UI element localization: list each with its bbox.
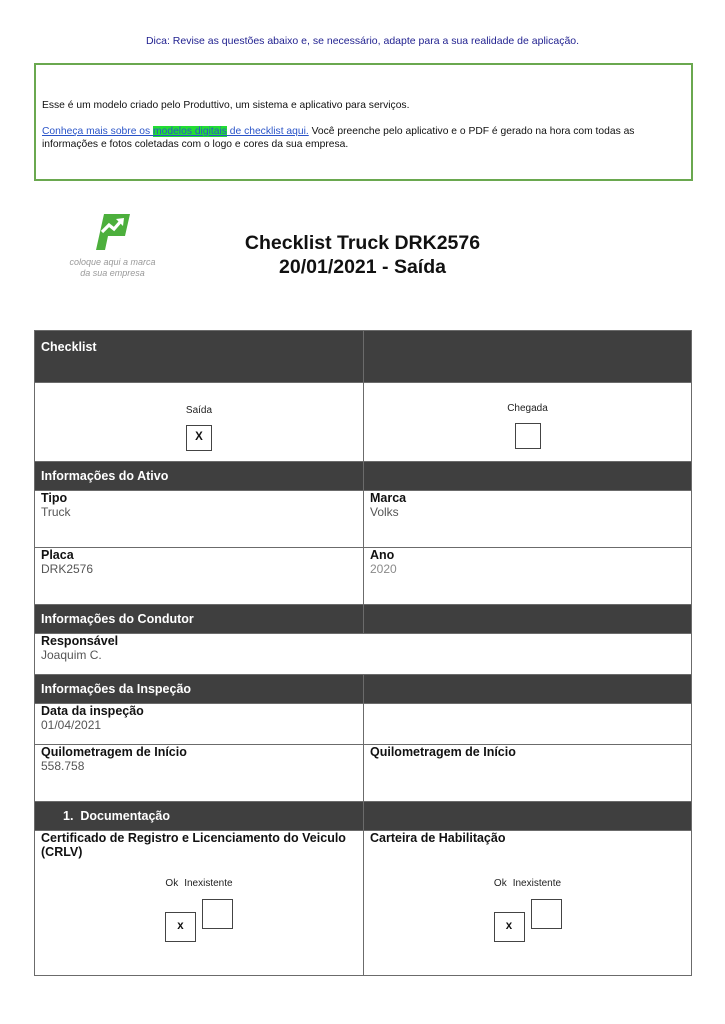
field-value: Volks xyxy=(370,505,399,519)
inspection-header: Informações da Inspeção xyxy=(35,675,364,704)
field-value: 558.758 xyxy=(41,759,85,773)
logo-caption xyxy=(50,257,175,279)
empty-cell xyxy=(364,704,692,745)
option-ok-checkbox[interactable]: x xyxy=(165,912,196,942)
field-label: Quilometragem de Início xyxy=(41,745,187,759)
doc-item-cnh xyxy=(364,831,692,976)
field-label: Data da inspeção xyxy=(41,704,144,718)
field-data-inspecao xyxy=(35,704,364,745)
field-ano xyxy=(364,548,692,605)
documentation-header xyxy=(35,802,364,831)
doc-item-options xyxy=(41,878,357,942)
section-number: 1. xyxy=(63,809,74,823)
field-label: Responsável xyxy=(41,634,119,648)
notice-line-1: Esse é um modelo criado pelo Produttivo, um sistema e aplicativo para serviços. xyxy=(42,100,410,111)
inspection-header-empty xyxy=(364,675,692,704)
field-label: Marca xyxy=(370,491,407,505)
option-inexistente-checkbox[interactable] xyxy=(202,899,233,929)
title-line-1: Checklist Truck DRK2576 xyxy=(244,232,481,254)
section-title: Documentação xyxy=(80,809,170,823)
notice-line-2-rest: Você preenche pelo aplicativo e o PDF é gerado na hora com todas as informações e fotos coletadas com o logo e cores da sua empresa. xyxy=(42,126,635,150)
documentation-row xyxy=(35,831,692,976)
notice-line-2 xyxy=(42,125,685,151)
field-label: Tipo xyxy=(41,491,68,505)
doc-item-options xyxy=(370,878,685,942)
checklist-header-empty xyxy=(364,331,692,383)
documentation-header-empty xyxy=(364,802,692,831)
driver-row xyxy=(35,634,692,675)
logo-caption-line-1: coloque aqui a marca xyxy=(69,257,156,267)
driver-header: Informações do Condutor xyxy=(35,605,364,634)
option-saida-label: Saída xyxy=(185,405,213,416)
documentation-header-row xyxy=(35,802,692,831)
link-prefix: Conheça mais sobre os xyxy=(42,126,154,137)
notice-box xyxy=(34,63,693,181)
field-km-inicio-2 xyxy=(364,745,692,802)
option-inexistente-label: Inexistente xyxy=(512,878,562,889)
asset-header-row xyxy=(35,462,692,491)
field-label: Ano xyxy=(370,548,395,562)
field-label: Placa xyxy=(41,548,74,562)
inspection-header-row xyxy=(35,675,692,704)
trip-type-row xyxy=(35,383,692,462)
field-tipo xyxy=(35,491,364,548)
title-line-2: 20/01/2021 - Saída xyxy=(279,256,446,278)
field-value: DRK2576 xyxy=(41,562,94,576)
page-title xyxy=(180,231,545,279)
asset-row-1 xyxy=(35,491,692,548)
asset-header-empty xyxy=(364,462,692,491)
field-responsavel xyxy=(35,634,692,675)
field-value: 2020 xyxy=(370,562,397,576)
inspection-row-1 xyxy=(35,704,692,745)
doc-item-label: Carteira de Habilitação xyxy=(370,831,506,845)
checklist-table xyxy=(34,330,692,976)
learn-more-link[interactable] xyxy=(42,126,309,137)
inspection-row-2 xyxy=(35,745,692,802)
link-suffix: de checklist aqui. xyxy=(226,126,309,137)
link-highlight: modelos digitais xyxy=(153,126,227,137)
option-ok-checkbox[interactable]: x xyxy=(494,912,525,942)
field-value: Truck xyxy=(41,505,71,519)
driver-header-empty xyxy=(364,605,692,634)
field-value: Joaquim C. xyxy=(41,648,102,662)
field-placa xyxy=(35,548,364,605)
field-km-inicio xyxy=(35,745,364,802)
checklist-header-row xyxy=(35,331,692,383)
doc-item-crlv xyxy=(35,831,364,976)
driver-header-row xyxy=(35,605,692,634)
checklist-header: Checklist xyxy=(35,331,364,383)
option-ok-label: Ok xyxy=(165,878,179,889)
doc-item-label: Certificado de Registro e Licenciamento do Veiculo (CRLV) xyxy=(41,831,346,859)
option-chegada xyxy=(364,383,692,462)
logo-caption-line-2: da sua empresa xyxy=(80,268,145,278)
option-chegada-label: Chegada xyxy=(507,403,548,414)
asset-row-2 xyxy=(35,548,692,605)
produttivo-logo-icon xyxy=(94,212,134,252)
field-value: 01/04/2021 xyxy=(41,718,102,732)
field-marca xyxy=(364,491,692,548)
option-chegada-checkbox[interactable] xyxy=(515,423,541,449)
field-label: Quilometragem de Início xyxy=(370,745,516,759)
option-saida xyxy=(35,383,364,462)
tip-text: Dica: Revise as questões abaixo e, se necessário, adapte para a sua realidade de aplicação. xyxy=(145,35,580,47)
asset-header: Informações do Ativo xyxy=(35,462,364,491)
option-inexistente-label: Inexistente xyxy=(184,878,233,889)
option-saida-checkbox[interactable]: X xyxy=(186,425,212,451)
option-inexistente-checkbox[interactable] xyxy=(531,899,562,929)
option-ok-label: Ok xyxy=(493,878,507,889)
